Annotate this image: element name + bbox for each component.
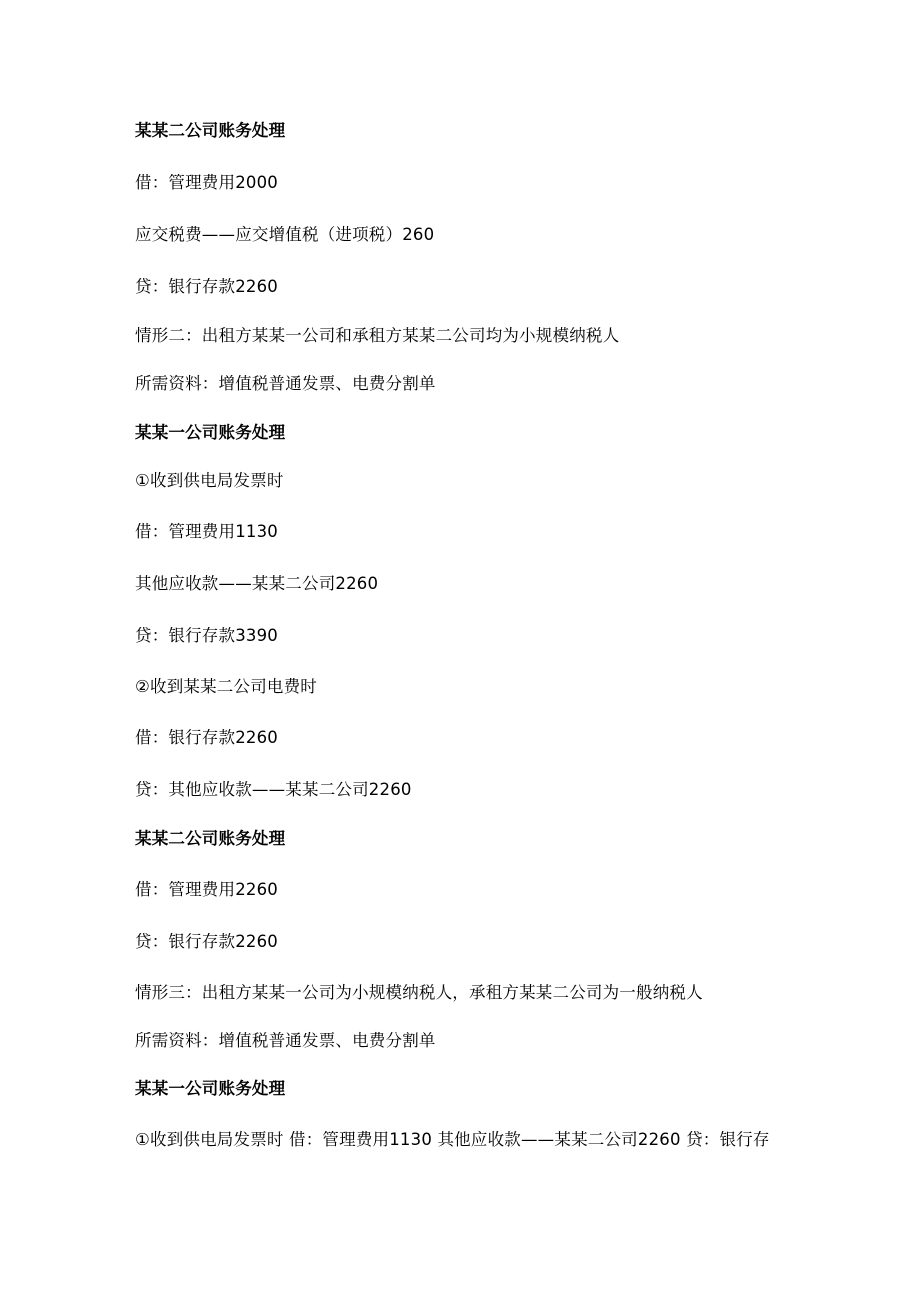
text-line: 贷：银行存款2260 [135, 932, 278, 951]
text-line: 借：管理费用2000 [135, 173, 278, 192]
text-line: 借：管理费用2260 [135, 880, 278, 899]
section-heading: 某某一公司账务处理 [135, 1079, 286, 1098]
text-line: 借：银行存款2260 [135, 728, 278, 747]
text-line: 借：管理费用1130 [135, 522, 278, 541]
text-line: ②收到某某二公司电费时 [135, 677, 317, 696]
text-line: 贷：银行存款2260 [135, 277, 278, 296]
section-heading: 某某一公司账务处理 [135, 423, 286, 442]
text-line: 应交税费——应交增值税（进项税）260 [135, 225, 435, 244]
text-line: 其他应收款——某某二公司2260 [135, 574, 379, 593]
text-line: ①收到供电局发票时 [135, 471, 284, 490]
section-heading: 某某二公司账务处理 [135, 121, 286, 140]
text-line: 所需资料：增值税普通发票、电费分割单 [135, 374, 436, 393]
text-line: ①收到供电局发票时 借：管理费用1130 其他应收款——某某二公司2260 贷：银行存 [135, 1130, 770, 1149]
section-heading: 某某二公司账务处理 [135, 829, 286, 848]
text-line: 贷：其他应收款——某某二公司2260 [135, 780, 412, 799]
text-line: 所需资料：增值税普通发票、电费分割单 [135, 1031, 436, 1050]
text-line: 贷：银行存款3390 [135, 626, 278, 645]
text-line: 情形二：出租方某某一公司和承租方某某二公司均为小规模纳税人 [135, 326, 620, 345]
text-line: 情形三：出租方某某一公司为小规模纳税人，承租方某某二公司为一般纳税人 [135, 983, 703, 1002]
